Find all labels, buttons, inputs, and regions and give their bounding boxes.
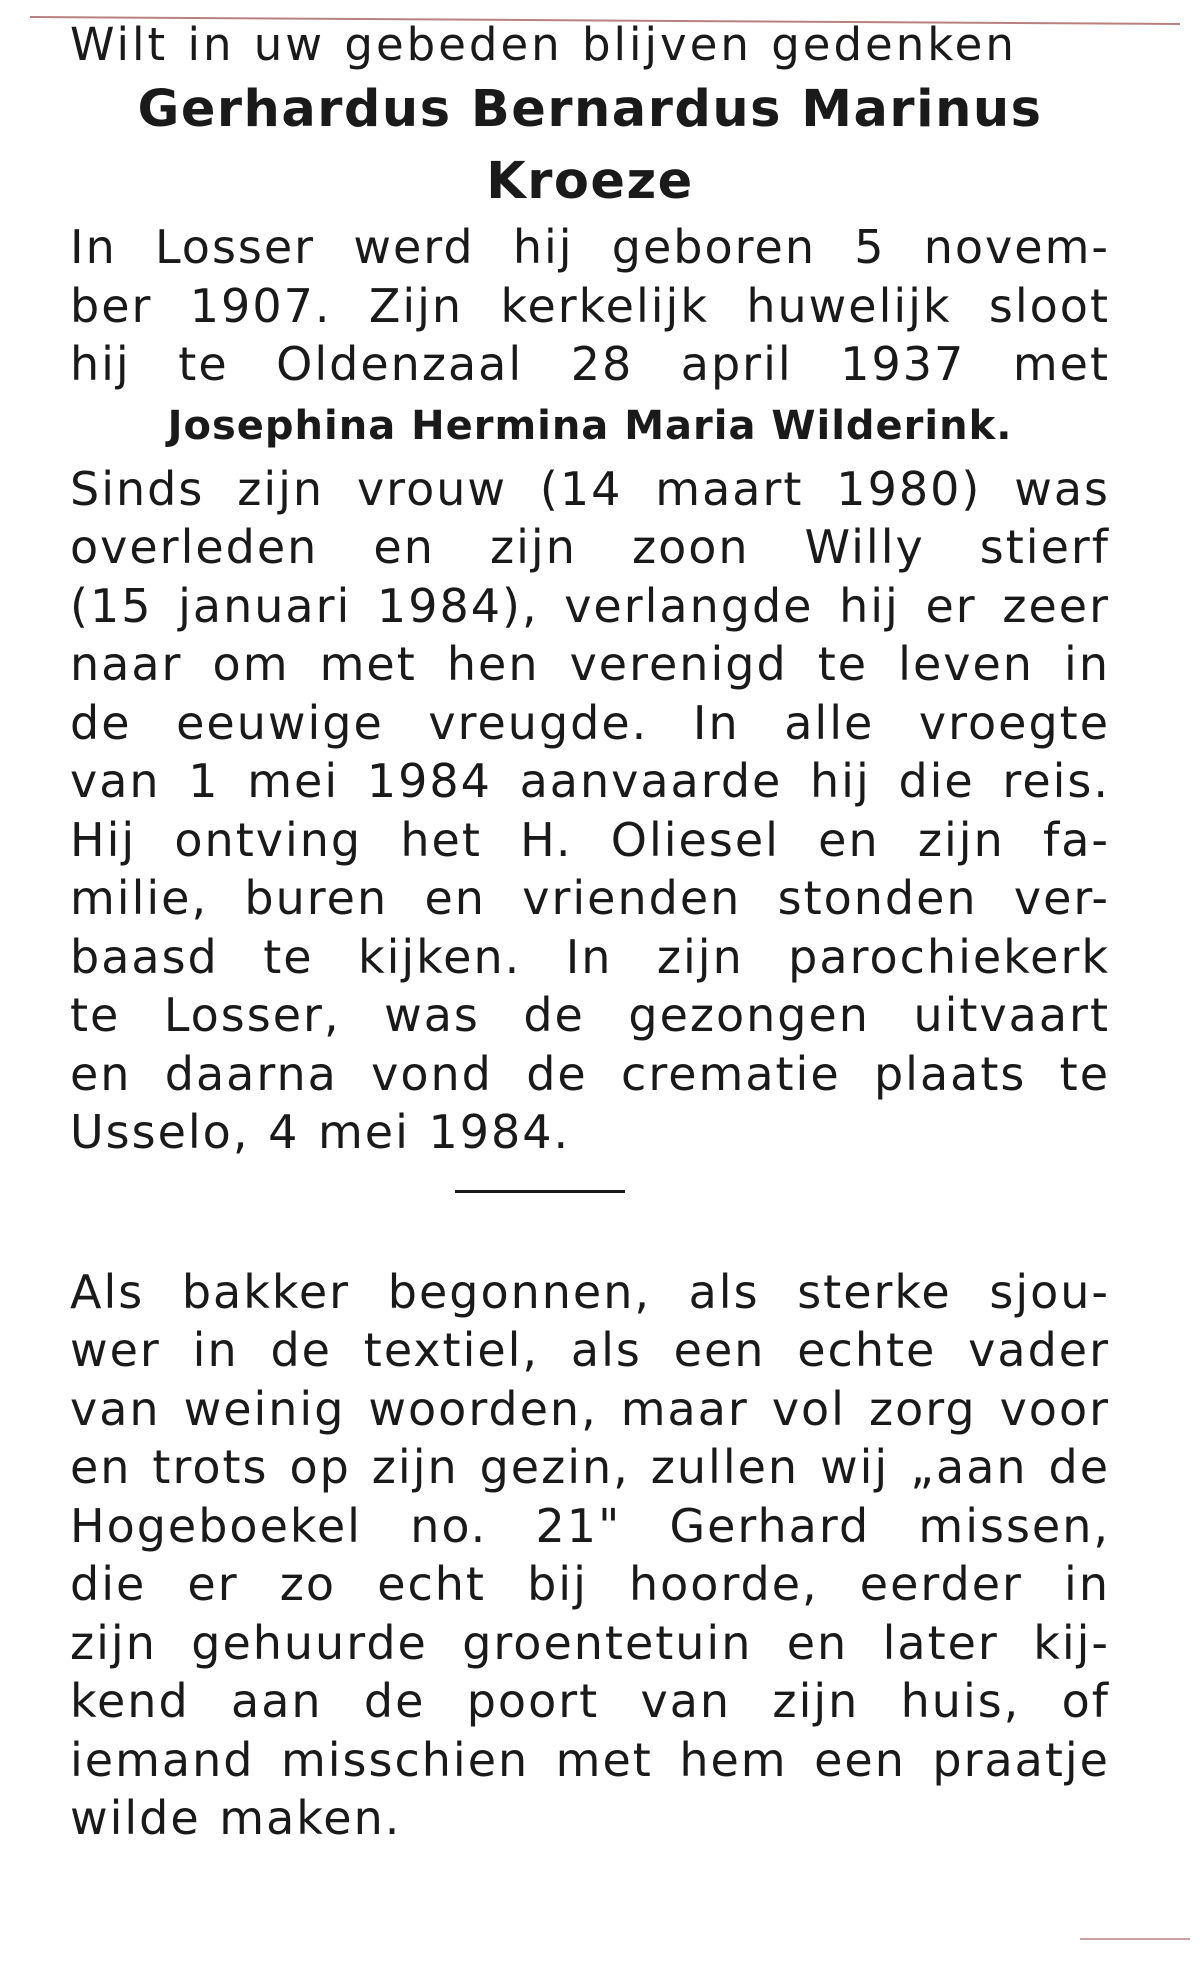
intro-line: hij te Oldenzaal 28 april 1937 met (70, 337, 1110, 391)
paragraph-2-line: iemand misschien met hem een praatje (70, 1732, 1110, 1787)
paragraph-1-line: overleden en zijn zoon Willy stierf (70, 520, 1110, 574)
bottom-border-line (1080, 1938, 1190, 1940)
paragraph-1-line: de eeuwige vreugde. In alle vroegte (70, 695, 1110, 750)
deceased-name-line-2: Kroeze (486, 152, 694, 211)
intro-line: In Losser werd hij geboren 5 novem- (70, 220, 1110, 274)
paragraph-2-line: kend aan de poort van zijn huis, of (70, 1674, 1110, 1728)
card-text (70, 16, 1110, 1848)
paragraph-2-line: Hogeboekel no. 21" Gerhard missen, (70, 1498, 1110, 1553)
paragraph-1-line: Hij ontving het H. Oliesel en zijn fa- (70, 812, 1110, 867)
paragraph-1-line: milie, buren en vrienden stonden ver- (70, 871, 1110, 925)
paragraph-1-line: en daarna vond de crematie plaats te (70, 1046, 1110, 1101)
spouse-name: Josephina Hermina Maria Wilderink. (167, 402, 1013, 449)
paragraph-2-line: en trots op zijn gezin, zullen wij „aan de (70, 1440, 1110, 1494)
paragraph-2-line: wilde maken. (70, 1791, 402, 1845)
paragraph-1-line: Usselo, 4 mei 1984. (70, 1105, 571, 1159)
paragraph-2 (70, 1263, 1110, 1848)
section-divider (455, 1190, 625, 1193)
paragraph-1-line: van 1 mei 1984 aanvaarde hij die reis. (70, 754, 1110, 808)
paragraph-2-line: van weinig woorden, maar vol zorg voor (70, 1381, 1110, 1436)
heading: Wilt in uw gebeden blijven gedenken (70, 18, 1017, 71)
paragraph-2-line: die er zo echt bij hoorde, eerder in (70, 1557, 1110, 1611)
paragraph-1-line: (15 januari 1984), verlangde hij er zeer (70, 578, 1110, 633)
paragraph-1-line: te Losser, was de gezongen uitvaart (70, 988, 1110, 1042)
paragraph-2-line: zijn gehuurde groentetuin en later kij- (70, 1615, 1110, 1670)
paragraph-2-line: wer in de textiel, als een echte vader (70, 1323, 1110, 1377)
paragraph-1-line: Sinds zijn vrouw (14 maart 1980) was (70, 461, 1110, 516)
paragraph-1 (70, 460, 1110, 1162)
deceased-name-line-1: Gerhardus Bernardus Marinus (137, 80, 1043, 139)
paragraph-1-line: baasd te kijken. In zijn parochiekerk (70, 929, 1110, 984)
paragraph-2-line: Als bakker begonnen, als sterke sjou- (70, 1264, 1110, 1319)
intro-paragraph (70, 218, 1110, 394)
intro-line: ber 1907. Zijn kerkelijk huwelijk sloot (70, 278, 1110, 333)
paragraph-1-line: naar om met hen verenigd te leven in (70, 637, 1110, 691)
